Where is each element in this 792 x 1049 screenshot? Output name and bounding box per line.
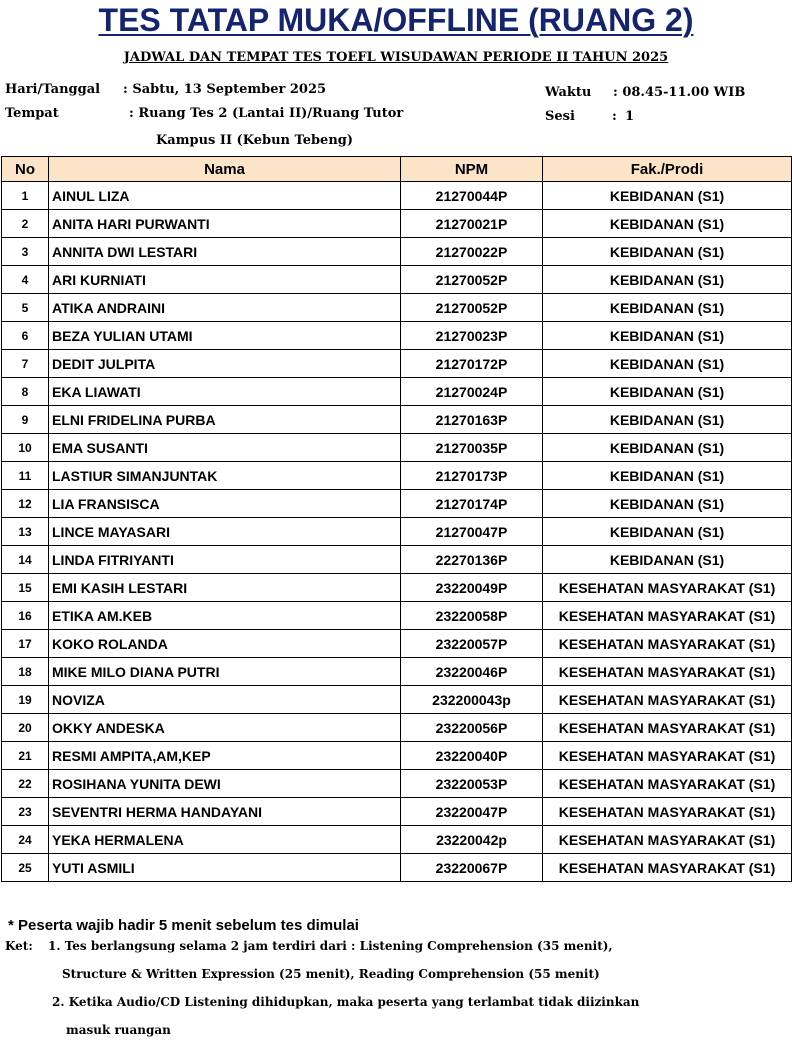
row-number: 2 [2,210,49,238]
participant-name: LIA FRANSISCA [49,490,401,518]
participant-npm: 21270163P [401,406,543,434]
page-title: TES TATAP MUKA/OFFLINE (RUANG 2) [98,2,694,38]
participant-name: MIKE MILO DIANA PUTRI [49,658,401,686]
row-number: 6 [2,322,49,350]
row-number: 16 [2,602,49,630]
participant-npm: 23220053P [401,770,543,798]
participant-name: DEDIT JULPITA [49,350,401,378]
participant-prodi: KESEHATAN MASYARAKAT (S1) [543,854,792,882]
participant-prodi: KEBIDANAN (S1) [543,406,792,434]
participant-npm: 23220057P [401,630,543,658]
row-number: 9 [2,406,49,434]
table-row [2,574,792,602]
participant-npm: 21270021P [401,210,543,238]
participant-npm: 23220042p [401,826,543,854]
row-number: 4 [2,266,49,294]
participant-name: RESMI AMPITA,AM,KEP [49,742,401,770]
participant-prodi: KESEHATAN MASYARAKAT (S1) [543,826,792,854]
table-row [2,266,792,294]
note-item-1-continued: Structure & Written Expression (25 menit), Reading Comprehension (55 menit) [62,967,600,981]
participant-name: LINCE MAYASARI [49,518,401,546]
participant-prodi: KEBIDANAN (S1) [543,378,792,406]
row-number: 5 [2,294,49,322]
row-number: 1 [2,182,49,210]
ket-label: Ket: [5,939,33,953]
row-number: 8 [2,378,49,406]
participant-name: ARI KURNIATI [49,266,401,294]
page-subtitle: JADWAL DAN TEMPAT TES TOEFL WISUDAWAN PERIODE II TAHUN 2025 [123,50,669,65]
table-row [2,658,792,686]
table-row [2,826,792,854]
participant-prodi: KEBIDANAN (S1) [543,182,792,210]
participant-prodi: KESEHATAN MASYARAKAT (S1) [543,742,792,770]
note-item-1: 1. Tes berlangsung selama 2 jam terdiri dari : Listening Comprehension (35 menit), [48,939,613,953]
attendance-note: * Peserta wajib hadir 5 menit sebelum tes dimulai [8,917,359,934]
waktu-value: : 08.45-11.00 WIB [613,85,746,100]
participant-npm: 23220067P [401,854,543,882]
participant-npm: 23220040P [401,742,543,770]
participant-prodi: KEBIDANAN (S1) [543,266,792,294]
participant-npm: 23220056P [401,714,543,742]
participant-npm: 23220058P [401,602,543,630]
hari-label: Hari/Tanggal [5,82,101,97]
sesi-label: Sesi [545,109,575,124]
table-row [2,350,792,378]
participant-name: LASTIUR SIMANJUNTAK [49,462,401,490]
participant-npm: 21270174P [401,490,543,518]
table-row [2,322,792,350]
table-row [2,294,792,322]
participant-prodi: KEBIDANAN (S1) [543,546,792,574]
tempat-value: : Ruang Tes 2 (Lantai II)/Ruang Tutor [129,106,404,121]
table-row [2,770,792,798]
hari-value: : Sabtu, 13 September 2025 [123,82,327,97]
participant-name: ANITA HARI PURWANTI [49,210,401,238]
table-row [2,462,792,490]
participant-prodi: KESEHATAN MASYARAKAT (S1) [543,714,792,742]
participant-prodi: KEBIDANAN (S1) [543,434,792,462]
participant-npm: 21270052P [401,294,543,322]
participant-name: OKKY ANDESKA [49,714,401,742]
row-number: 17 [2,630,49,658]
row-number: 20 [2,714,49,742]
table-row [2,602,792,630]
table-row [2,714,792,742]
table-row [2,406,792,434]
table-row [2,490,792,518]
participant-prodi: KEBIDANAN (S1) [543,490,792,518]
participant-name: AINUL LIZA [49,182,401,210]
participant-prodi: KEBIDANAN (S1) [543,518,792,546]
participant-name: ANNITA DWI LESTARI [49,238,401,266]
row-number: 12 [2,490,49,518]
participant-prodi: KEBIDANAN (S1) [543,322,792,350]
participant-npm: 21270052P [401,266,543,294]
participant-name: LINDA FITRIYANTI [49,546,401,574]
participant-prodi: KESEHATAN MASYARAKAT (S1) [543,658,792,686]
participant-prodi: KEBIDANAN (S1) [543,210,792,238]
row-number: 21 [2,742,49,770]
column-header-no: No [2,157,49,182]
table-header-row [2,157,792,182]
waktu-label: Waktu [545,85,592,100]
column-header-npm: NPM [401,157,543,182]
sesi-colon: : [612,109,617,124]
participant-prodi: KEBIDANAN (S1) [543,238,792,266]
participant-npm: 21270173P [401,462,543,490]
participant-npm: 23220046P [401,658,543,686]
table-row [2,630,792,658]
row-number: 3 [2,238,49,266]
participant-npm: 21270022P [401,238,543,266]
participant-npm: 21270047P [401,518,543,546]
row-number: 19 [2,686,49,714]
participant-name: YEKA HERMALENA [49,826,401,854]
table-row [2,798,792,826]
table-row [2,854,792,882]
tempat-value-line2: Kampus II (Kebun Tebeng) [156,133,354,148]
participant-name: BEZA YULIAN UTAMI [49,322,401,350]
participant-name: KOKO ROLANDA [49,630,401,658]
participant-name: SEVENTRI HERMA HANDAYANI [49,798,401,826]
participant-prodi: KESEHATAN MASYARAKAT (S1) [543,798,792,826]
column-header-nama: Nama [49,157,401,182]
participant-prodi: KESEHATAN MASYARAKAT (S1) [543,602,792,630]
table-row [2,210,792,238]
participant-npm: 232200043p [401,686,543,714]
table-row [2,546,792,574]
participant-prodi: KESEHATAN MASYARAKAT (S1) [543,574,792,602]
participant-npm: 23220049P [401,574,543,602]
tempat-label: Tempat [5,106,59,121]
participant-name: EMI KASIH LESTARI [49,574,401,602]
row-number: 23 [2,798,49,826]
sesi-value: 1 [625,109,635,124]
participant-npm: 22270136P [401,546,543,574]
participant-name: ETIKA AM.KEB [49,602,401,630]
column-header-prodi: Fak./Prodi [543,157,792,182]
participant-prodi: KEBIDANAN (S1) [543,294,792,322]
participant-table [1,156,792,882]
note-item-2-continued: masuk ruangan [66,1023,171,1037]
row-number: 24 [2,826,49,854]
table-row [2,742,792,770]
row-number: 22 [2,770,49,798]
row-number: 7 [2,350,49,378]
participant-name: EKA LIAWATI [49,378,401,406]
participant-name: YUTI ASMILI [49,854,401,882]
participant-prodi: KESEHATAN MASYARAKAT (S1) [543,630,792,658]
table-row [2,182,792,210]
table-row [2,686,792,714]
participant-npm: 21270044P [401,182,543,210]
participant-npm: 21270023P [401,322,543,350]
participant-name: ELNI FRIDELINA PURBA [49,406,401,434]
row-number: 11 [2,462,49,490]
participant-npm: 21270035P [401,434,543,462]
participant-prodi: KESEHATAN MASYARAKAT (S1) [543,686,792,714]
table-row [2,518,792,546]
participant-npm: 23220047P [401,798,543,826]
row-number: 14 [2,546,49,574]
row-number: 15 [2,574,49,602]
participant-name: ROSIHANA YUNITA DEWI [49,770,401,798]
participant-name: ATIKA ANDRAINI [49,294,401,322]
participant-prodi: KEBIDANAN (S1) [543,462,792,490]
participant-name: EMA SUSANTI [49,434,401,462]
row-number: 13 [2,518,49,546]
table-row [2,434,792,462]
participant-name: NOVIZA [49,686,401,714]
participant-npm: 21270024P [401,378,543,406]
row-number: 10 [2,434,49,462]
table-row [2,238,792,266]
table-row [2,378,792,406]
note-item-2: 2. Ketika Audio/CD Listening dihidupkan, maka peserta yang terlambat tidak diizinkan [52,995,640,1009]
participant-npm: 21270172P [401,350,543,378]
participant-prodi: KEBIDANAN (S1) [543,350,792,378]
row-number: 18 [2,658,49,686]
row-number: 25 [2,854,49,882]
participant-prodi: KESEHATAN MASYARAKAT (S1) [543,770,792,798]
